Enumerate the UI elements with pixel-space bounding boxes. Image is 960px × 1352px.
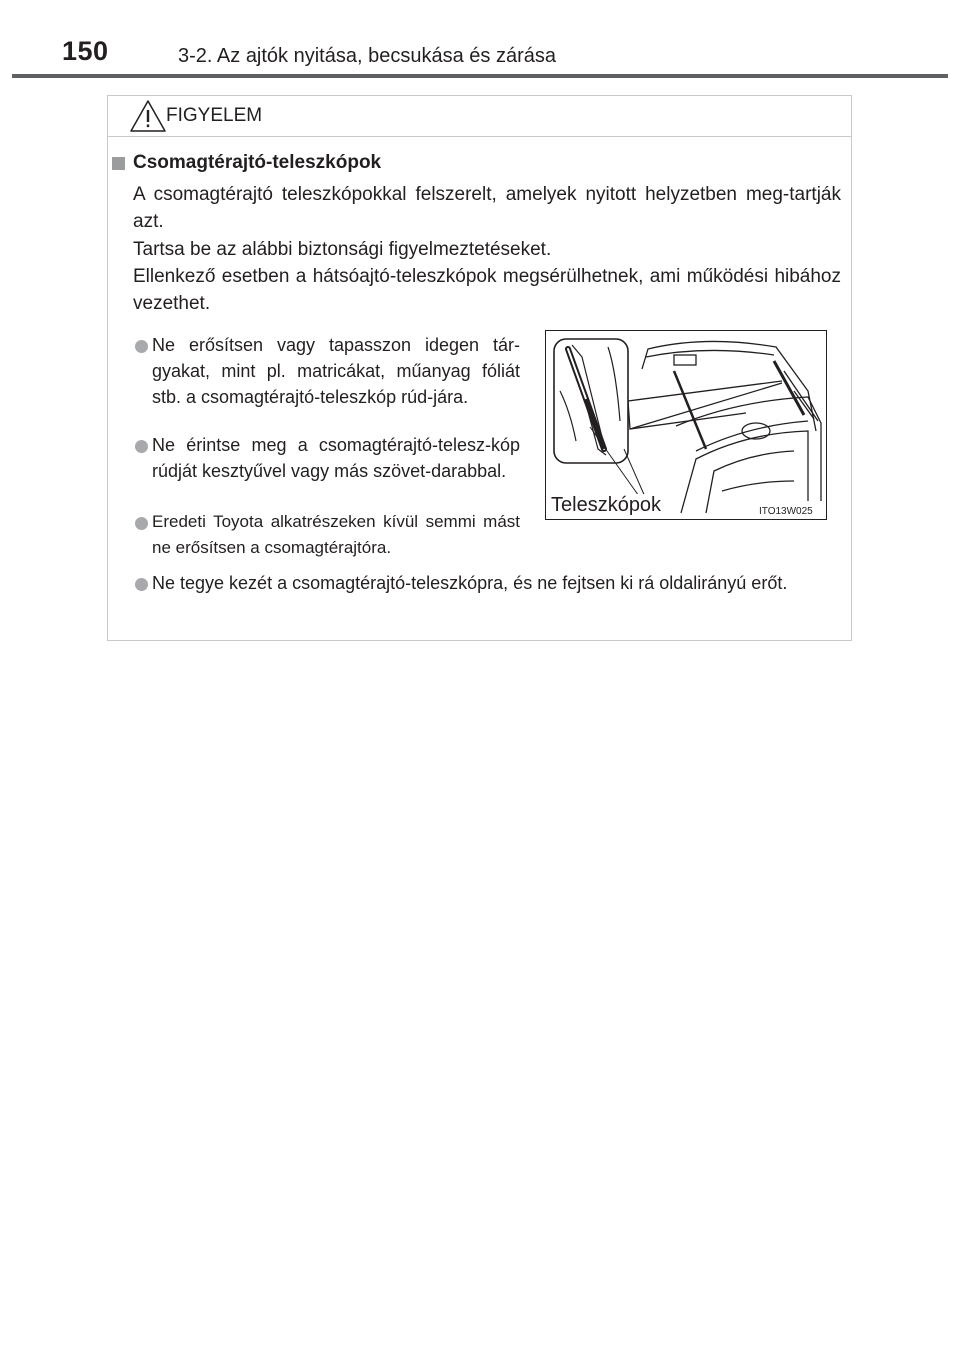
bullet-dot [135,440,148,453]
tailgate-drawing [546,331,827,520]
bullet-item-3: Eredeti Toyota alkatrészeken kívül semmi mást ne erősítsen a csomagtérajtóra. [152,512,520,557]
section-title: Csomagtérajtó-teleszkópok [133,152,382,173]
figure-label: Teleszkópok [551,494,662,516]
notice-line-2: Ellenkező esetben a hátsóajtó-teleszkópok megsérülhetnek, ami működési hibához vezethet. [133,266,841,314]
bullet-dot [135,578,148,591]
bullet-item-4: Ne tegye kezét a csomagtérajtó-teleszkópra, és ne fejtsen ki rá oldalirányú erőt. [152,573,788,593]
section-square-bullet [112,157,125,170]
page-header [0,0,960,80]
warning-title: FIGYELEM [166,105,263,126]
tailgate-illustration [545,330,827,520]
page-number: 150 [62,36,109,66]
paragraph-intro: A csomagtérajtó teleszkópokkal felszerelt, amelyek nyitott helyzetben meg-tartják azt. [133,184,841,232]
warning-triangle-icon [128,98,168,134]
header-divider [12,74,948,78]
paragraph-notice [133,236,841,317]
figure-code: ITO13W025 [759,506,813,517]
bullet-dot [135,340,148,353]
bullet-item-2: Ne érintse meg a csomagtérajtó-telesz-kóp rúdját kesztyűvel vagy más szövet-darabbal. [152,435,520,481]
chapter-title: 3-2. Az ajtók nyitása, becsukása és zárása [178,45,556,67]
notice-line-1: Tartsa be az alábbi biztonsági figyelmeztetéseket. [133,239,552,260]
bullet-item-1: Ne erősítsen vagy tapasszon idegen tár-gyakat, mint pl. matricákat, műanyag fóliát stb. a csomagtérajtó-teleszkóp rúd-jára. [152,335,520,407]
bullet-dot [135,517,148,530]
warning-header [108,96,851,137]
